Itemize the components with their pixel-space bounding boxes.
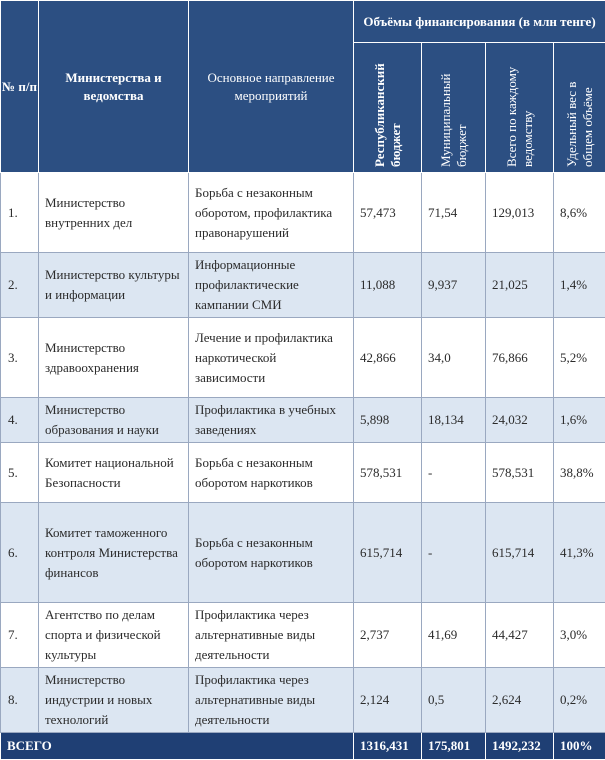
row-share: 1,4%: [554, 253, 605, 318]
row-ministry: Министерство образования и науки: [39, 398, 189, 443]
row-republican: 615,714: [354, 503, 422, 603]
total-row: [1, 733, 605, 760]
header-total-by-dept: Всего по каждому ведомству: [486, 43, 554, 173]
header-funding: Объёмы финансирования (в млн тенге): [354, 1, 605, 43]
header-municipal: Муниципальный бюджет: [422, 43, 486, 173]
row-municipal: 71,54: [422, 173, 486, 253]
row-direction: Информационные профилактические кампании СМИ: [189, 253, 354, 318]
row-ministry: Комитет таможенного контроля Министерства финансов: [39, 503, 189, 603]
row-ministry: Министерство культуры и информации: [39, 253, 189, 318]
row-total: 615,714: [486, 503, 554, 603]
table-row: [1, 398, 605, 443]
total-label: ВСЕГО: [1, 733, 354, 760]
row-share: 5,2%: [554, 318, 605, 398]
row-share: 0,2%: [554, 668, 605, 733]
row-share: 1,6%: [554, 398, 605, 443]
row-ministry: Комитет национальной Безопасности: [39, 443, 189, 503]
row-republican: 2,124: [354, 668, 422, 733]
row-direction: Профилактика в учебных заведениях: [189, 398, 354, 443]
row-direction: Профилактика через альтернативные виды деятельности: [189, 668, 354, 733]
row-ministry: Министерство внутренних дел: [39, 173, 189, 253]
header-ministries: Министерства и ведомства: [39, 1, 189, 173]
row-number: 3.: [1, 318, 39, 398]
row-municipal: 18,134: [422, 398, 486, 443]
header-direction: Основное направление мероприятий: [189, 1, 354, 173]
row-share: 41,3%: [554, 503, 605, 603]
table-row: [1, 443, 605, 503]
total-republican: 1316,431: [354, 733, 422, 760]
row-number: 4.: [1, 398, 39, 443]
row-direction: Борьба с незаконным оборотом, профилактика правонарушений: [189, 173, 354, 253]
row-municipal: -: [422, 503, 486, 603]
row-republican: 57,473: [354, 173, 422, 253]
row-municipal: 0,5: [422, 668, 486, 733]
row-municipal: 34,0: [422, 318, 486, 398]
row-share: 38,8%: [554, 443, 605, 503]
row-municipal: 41,69: [422, 603, 486, 668]
row-ministry: Министерство здравоохранения: [39, 318, 189, 398]
table-row: [1, 253, 605, 318]
row-total: 2,624: [486, 668, 554, 733]
row-number: 1.: [1, 173, 39, 253]
total-municipal: 175,801: [422, 733, 486, 760]
header-num: № п/п: [1, 1, 39, 173]
row-total: 129,013: [486, 173, 554, 253]
row-total: 24,032: [486, 398, 554, 443]
row-number: 6.: [1, 503, 39, 603]
row-republican: 5,898: [354, 398, 422, 443]
table-row: [1, 668, 605, 733]
total-sum: 1492,232: [486, 733, 554, 760]
row-total: 578,531: [486, 443, 554, 503]
header-republican: Республиканский бюджет: [354, 43, 422, 173]
row-total: 76,866: [486, 318, 554, 398]
row-municipal: -: [422, 443, 486, 503]
row-ministry: Министерство индустрии и новых технологий: [39, 668, 189, 733]
row-direction: Борьба с незаконным оборотом наркотиков: [189, 503, 354, 603]
table-row: [1, 173, 605, 253]
row-number: 8.: [1, 668, 39, 733]
row-republican: 2,737: [354, 603, 422, 668]
row-number: 7.: [1, 603, 39, 668]
table-row: [1, 603, 605, 668]
row-municipal: 9,937: [422, 253, 486, 318]
row-republican: 42,866: [354, 318, 422, 398]
row-direction: Лечение и профилактика наркотической зависимости: [189, 318, 354, 398]
row-republican: 11,088: [354, 253, 422, 318]
row-share: 3,0%: [554, 603, 605, 668]
table-row: [1, 318, 605, 398]
row-number: 2.: [1, 253, 39, 318]
total-share: 100%: [554, 733, 605, 760]
header-share: Удельный вес в общем объёме: [554, 43, 605, 173]
row-total: 44,427: [486, 603, 554, 668]
row-republican: 578,531: [354, 443, 422, 503]
row-total: 21,025: [486, 253, 554, 318]
row-direction: Профилактика через альтернативные виды деятельности: [189, 603, 354, 668]
row-ministry: Агентство по делам спорта и физической культуры: [39, 603, 189, 668]
row-number: 5.: [1, 443, 39, 503]
table-row: [1, 503, 605, 603]
row-share: 8,6%: [554, 173, 605, 253]
row-direction: Борьба с незаконным оборотом наркотиков: [189, 443, 354, 503]
